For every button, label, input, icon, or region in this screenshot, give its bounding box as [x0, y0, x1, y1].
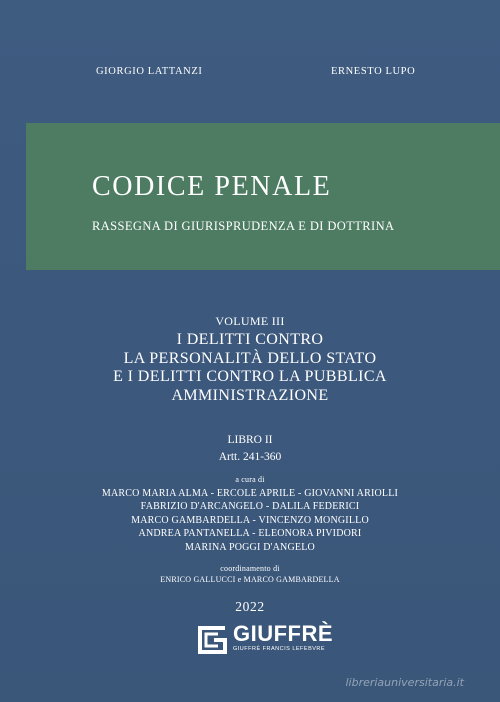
volume-heading	[0, 331, 500, 405]
publisher-name: GIUFFRÈ	[233, 621, 334, 646]
curators-label: a cura di	[235, 475, 265, 484]
libro-label: LIBRO II	[227, 434, 273, 446]
book-section	[0, 432, 500, 466]
heading-line: I DELITTI CONTRO	[176, 331, 324, 348]
book-subtitle: RASSEGNA DI GIURISPRUDENZA E DI DOTTRINA	[92, 219, 395, 233]
publication-year: 2022	[235, 599, 265, 614]
author-left: GIORGIO LATTANZI	[96, 66, 203, 77]
title-band	[26, 123, 500, 270]
book-title: CODICE PENALE	[92, 171, 332, 202]
curators	[0, 473, 500, 554]
coordination	[0, 563, 500, 585]
authors	[0, 66, 500, 86]
heading-line: AMMINISTRAZIONE	[171, 386, 329, 404]
publisher-subline: GIUFFRÈ FRANCIS LEFEBVRE	[233, 646, 326, 652]
author-right: ERNESTO LUPO	[331, 66, 416, 77]
watermark: libreriauniversitaria.it	[345, 676, 464, 689]
coordinators: ENRICO GALLUCCI e MARCO GAMBARDELLA	[160, 575, 340, 584]
coord-label: coordinamento di	[220, 564, 280, 573]
giuffre-logo-icon	[196, 624, 228, 656]
curators-line: MARCO MARIA ALMA - ERCOLE APRILE - GIOVANNI ARIOLLI	[101, 487, 399, 499]
curators-line: MARINA POGGI D'ANGELO	[185, 541, 315, 553]
heading-line: E I DELITTI CONTRO LA PUBBLICA	[113, 368, 387, 385]
publisher-logo	[196, 621, 334, 660]
heading-line: LA PERSONALITÀ DELLO STATO	[123, 349, 377, 367]
curators-line: MARCO GAMBARDELLA - VINCENZO MONGILLO	[131, 514, 369, 526]
articles-range: Artt. 241-360	[218, 451, 282, 463]
curators-line: FABRIZIO D'ARCANGELO - DALILA FEDERICI	[140, 501, 360, 512]
curators-line: ANDREA PANTANELLA - ELEONORA PIVIDORI	[138, 528, 362, 539]
volume-label: VOLUME III	[215, 314, 285, 328]
